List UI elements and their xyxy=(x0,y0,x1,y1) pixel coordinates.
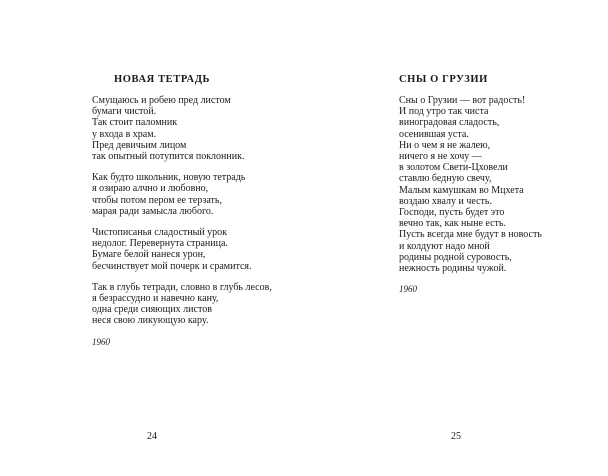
poem-line: ставлю бедную свечу, xyxy=(399,173,492,185)
poem-line: я безрассудно и навечно кану, xyxy=(92,293,219,305)
poem-line: недолог. Перевернута страница. xyxy=(92,238,228,250)
poem-line: виноградовая сладость, xyxy=(399,117,500,129)
poem-line: Сны о Грузии — вот радость! xyxy=(399,95,526,106)
page-number: 24 xyxy=(147,431,157,442)
poem-line: бесчинствует мой почерк и срамится. xyxy=(92,260,252,272)
poem-date: 1960 xyxy=(399,284,417,295)
poem-line: вечно так, как ныне есть. xyxy=(399,218,506,230)
poem-line: Так в глубь тетради, словно в глубь лесов, xyxy=(92,281,272,293)
poem-line: Чистописанья сладостный урок xyxy=(92,227,228,239)
poem-line: Как будто школьник, новую тетрадь xyxy=(92,172,246,184)
stanza xyxy=(399,95,542,274)
poem-line: так опытный потупится поклонник. xyxy=(92,151,245,163)
poem-line: Смущаюсь и робею пред листом xyxy=(92,95,231,106)
stanza xyxy=(92,95,272,162)
poem-line: Ни о чем я не жалею, xyxy=(399,139,491,151)
poem-line: и колдуют надо мной xyxy=(399,240,490,252)
poem-line: у входа в храм. xyxy=(92,128,157,140)
poem-date: 1960 xyxy=(92,336,110,347)
poem-line: Пусть всегда мне будут в новость xyxy=(399,229,542,241)
poem-line: одна среди сияющих листов xyxy=(92,304,212,316)
poem-line: осенившая уста. xyxy=(399,128,469,140)
stanza xyxy=(92,282,272,327)
poem-line: я озираю алчно и любовно, xyxy=(92,183,209,195)
poem-title: НОВАЯ ТЕТРАДЬ xyxy=(114,74,211,85)
poem-line: родины родной суровость, xyxy=(399,251,512,263)
poem-line: марая ради замысла любого. xyxy=(92,205,214,217)
poem-new-notebook xyxy=(92,74,272,347)
poem-line: ничего я не хочу — xyxy=(399,151,482,163)
poem-line: воздаю хвалу и честь. xyxy=(399,195,492,207)
poem-line: нежность родины чужой. xyxy=(399,263,507,275)
poem-line: Так стоит паломник xyxy=(92,117,178,129)
poem-line: неся свою ликующую кару. xyxy=(92,315,209,327)
right-page xyxy=(304,0,608,476)
stanza xyxy=(92,172,272,217)
page-number: 25 xyxy=(451,431,461,442)
poem-line: бумаги чистой. xyxy=(92,106,157,118)
stanza xyxy=(92,227,272,272)
poem-line: Малым камушкам во Мцхета xyxy=(399,184,524,196)
poem-title: СНЫ О ГРУЗИИ xyxy=(399,74,488,85)
poem-line: чтобы потом пером ее терзать, xyxy=(92,194,222,206)
poem-line: И под утро так чиста xyxy=(399,106,489,118)
poem-line: в золотом Свети-Цховели xyxy=(399,162,508,174)
poem-line: Бумаге белой нанеся урон, xyxy=(92,249,206,261)
poem-line: Господи, пусть будет это xyxy=(399,207,505,219)
poem-line: Пред девичьим лицом xyxy=(92,139,187,151)
poem-dreams-of-georgia xyxy=(399,74,542,294)
